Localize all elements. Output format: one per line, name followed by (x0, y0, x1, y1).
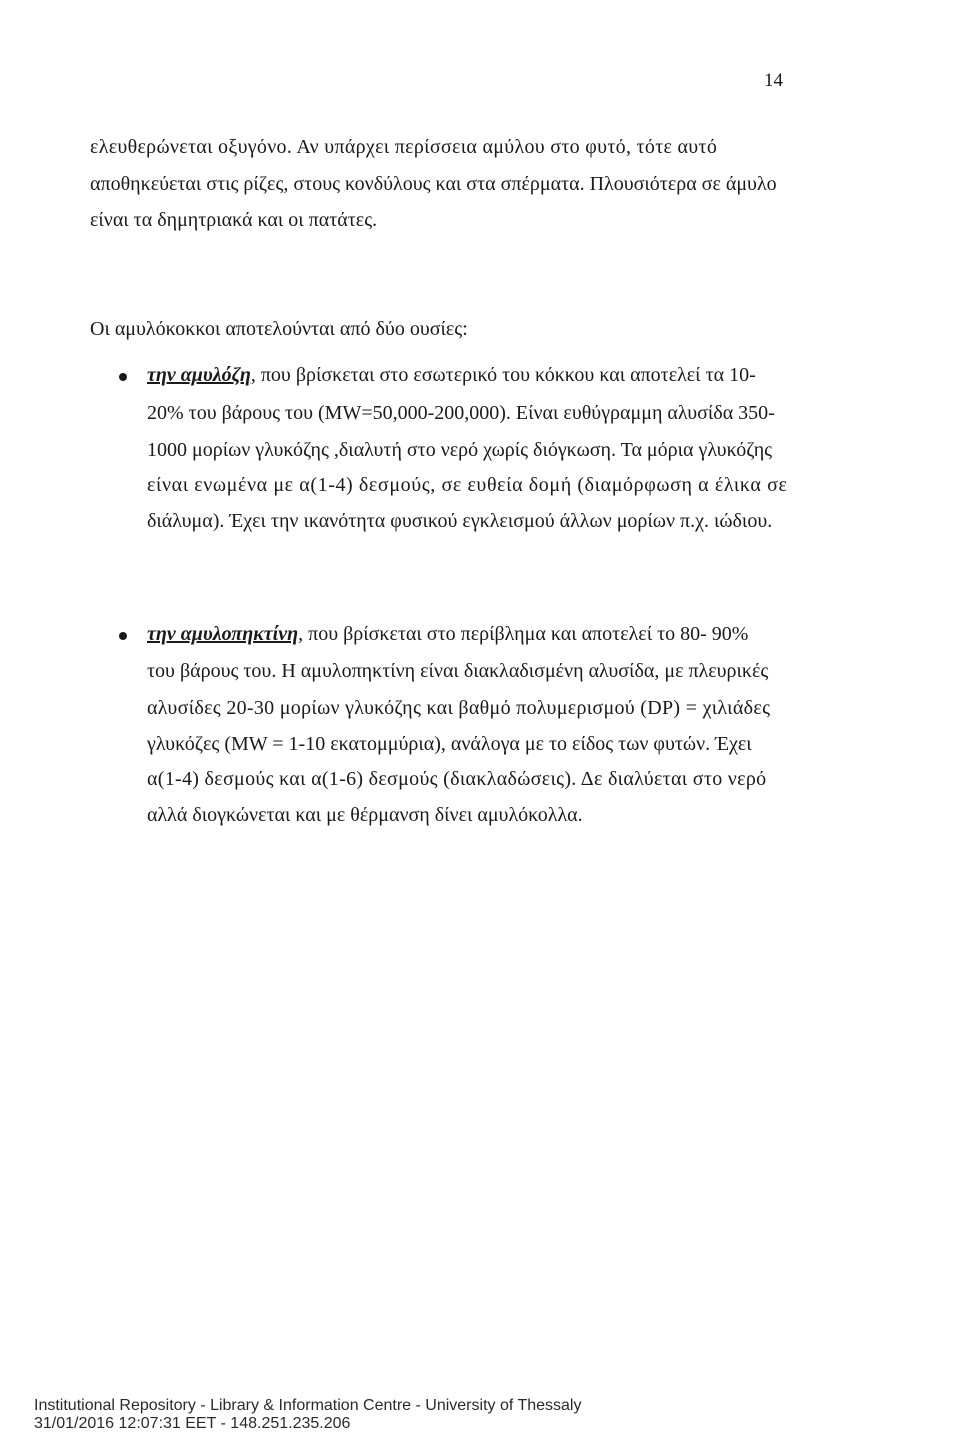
bullet2-line-4: γλυκόζες (MW = 1-10 εκατομμύρια), ανάλογα με το είδος των φυτών. Έχει (147, 733, 752, 755)
footer-repository: Institutional Repository - Library & Information Centre - University of Thessaly (34, 1397, 582, 1414)
bullet-icon (119, 373, 127, 381)
bullet1-line-5: διάλυμα). Έχει την ικανότητα φυσικού εγκλεισμού άλλων μορίων π.χ. ιώδιου. (147, 510, 773, 532)
bullet1-line-4: είναι ενωμένα με α(1-4) δεσμούς, σε ευθεία δομή (διαμόρφωση α έλικα σε (147, 474, 788, 496)
bullet1-line-2: 20% του βάρους του (MW=50,000-200,000). Είναι ευθύγραμμη αλυσίδα 350- (147, 402, 775, 424)
bullet1-line-1-rest: , που βρίσκεται στο εσωτερικό του κόκκου και αποτελεί τα 10- (250, 364, 756, 386)
footer-timestamp: 31/01/2016 12:07:31 EET - 148.251.235.206 (34, 1415, 351, 1432)
term-amylopectin: την αμυλοπηκτίνη (147, 623, 299, 645)
bullet2-line-3: αλυσίδες 20-30 μορίων γλυκόζης και βαθμό πολυμερισμού (DP) = χιλιάδες (147, 697, 771, 719)
bullet2-line-5: α(1-4) δεσμούς και α(1-6) δεσμούς (διακλαδώσεις). Δε διαλύεται στο νερό (147, 768, 767, 790)
term-amylose: την αμυλόζη (147, 364, 251, 386)
section-heading: Οι αμυλόκοκκοι αποτελούνται από δύο ουσίες: (90, 318, 468, 340)
intro-line-2: αποθηκεύεται στις ρίζες, στους κονδύλους και στα σπέρματα. Πλουσιότερα σε άμυλο (90, 173, 777, 195)
bullet1-line-1 (147, 363, 756, 387)
bullet-icon (119, 632, 127, 640)
bullet2-line-1 (147, 622, 748, 646)
bullet1-line-3: 1000 μορίων γλυκόζης ,διαλυτή στο νερό χωρίς διόγκωση. Τα μόρια γλυκόζης (147, 439, 773, 461)
page-number: 14 (764, 70, 783, 91)
bullet2-line-2: του βάρους του. Η αμυλοπηκτίνη είναι διακλαδισμένη αλυσίδα, με πλευρικές (147, 660, 769, 682)
bullet2-line-6: αλλά διογκώνεται και με θέρμανση δίνει αμυλόκολλα. (147, 804, 583, 826)
intro-line-3: είναι τα δημητριακά και οι πατάτες. (90, 209, 378, 231)
bullet2-line-1-rest: , που βρίσκεται στο περίβλημα και αποτελεί το 80- 90% (298, 623, 749, 645)
intro-line-1: ελευθερώνεται οξυγόνο. Αν υπάρχει περίσσεια αμύλου στο φυτό, τότε αυτό (90, 136, 718, 158)
